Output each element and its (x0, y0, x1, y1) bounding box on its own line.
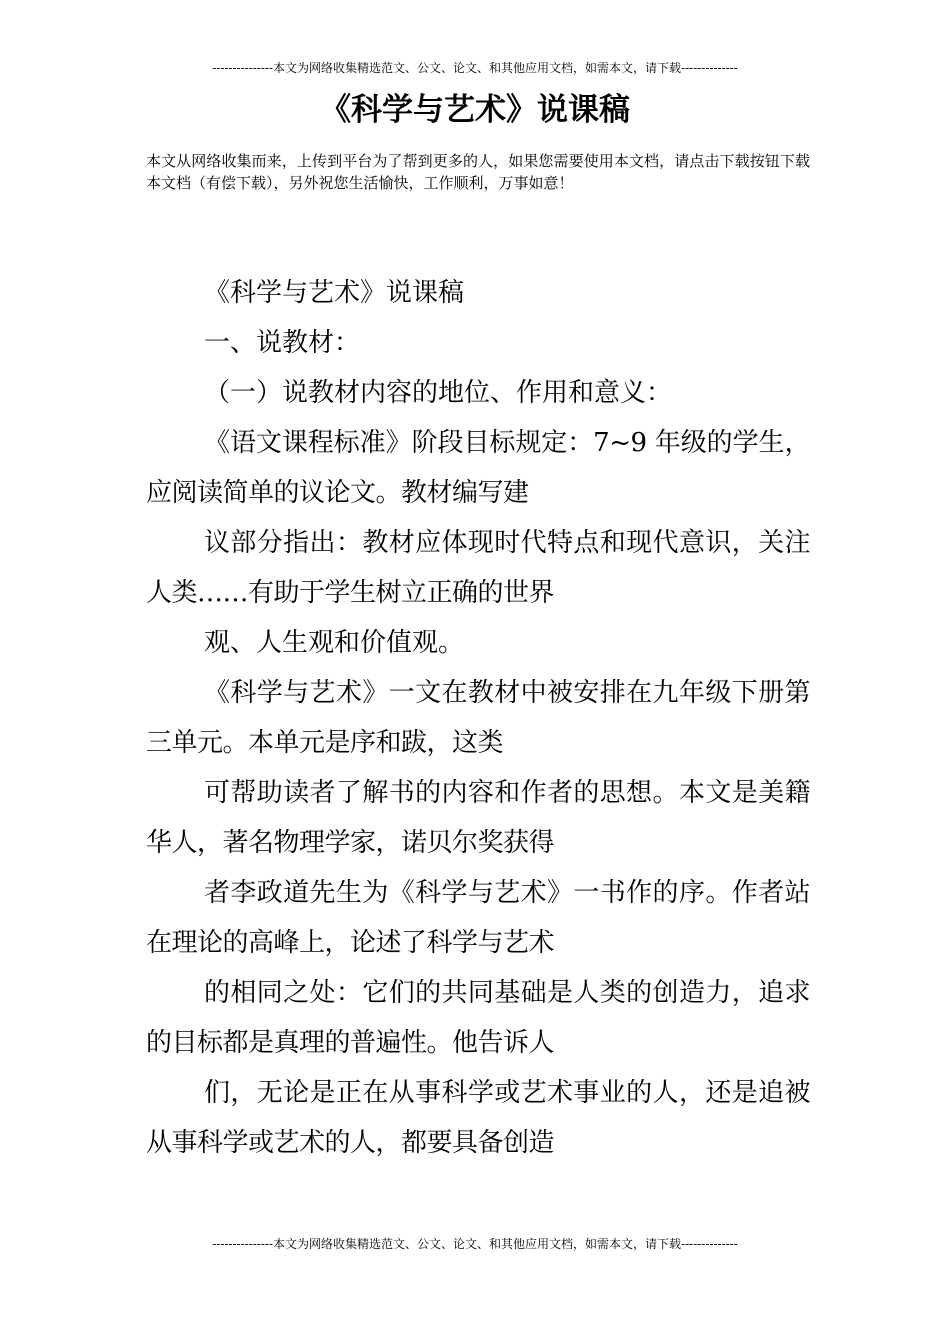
body-paragraph: 观、人生观和价值观。 (204, 628, 465, 658)
body-paragraph: 议部分指出：教材应体现时代特点和现代意识，关注人类……有助于学生树立正确的世界 (146, 528, 810, 608)
document-body (146, 268, 810, 1168)
body-paragraph: 一、说教材： (204, 328, 361, 358)
body-paragraph: 的相同之处：它们的共同基础是人类的创造力，追求的目标都是真理的普遍性。他告诉人 (146, 978, 810, 1058)
body-paragraph: 们，无论是正在从事科学或艺术事业的人，还是追被从事科学或艺术的人，都要具备创造 (146, 1078, 810, 1158)
intro-paragraph: 本文从网络收集而来，上传到平台为了帮到更多的人，如果您需要使用本文档，请点击下载按钮下载本文档（有偿下载），另外祝您生活愉快，工作顺利，万事如意！ (146, 152, 810, 192)
body-paragraph: 《语文课程标准》阶段目标规定：7~9 年级的学生，应阅读简单的议论文。教材编写建 (146, 428, 810, 508)
page-header: ---------------本文为网络收集精选范文、公文、论文、和其他应用文档，如需本文，请下载-------------- (212, 61, 738, 75)
body-paragraph: 《科学与艺术》一文在教材中被安排在九年级下册第三单元。本单元是序和跋，这类 (146, 678, 810, 758)
body-paragraph: （一）说教材内容的地位、作用和意义： (204, 378, 673, 408)
body-paragraph: 可帮助读者了解书的内容和作者的思想。本文是美籍华人，著名物理学家，诺贝尔奖获得 (146, 778, 810, 858)
body-paragraph: 者李政道先生为《科学与艺术》一书作的序。作者站在理论的高峰上，论述了科学与艺术 (146, 878, 810, 958)
body-paragraph: 《科学与艺术》说课稿 (204, 278, 465, 308)
page-footer: ---------------本文为网络收集精选范文、公文、论文、和其他应用文档，如需本文，请下载-------------- (212, 1237, 738, 1251)
document-title: 《科学与艺术》说课稿 (320, 92, 630, 128)
